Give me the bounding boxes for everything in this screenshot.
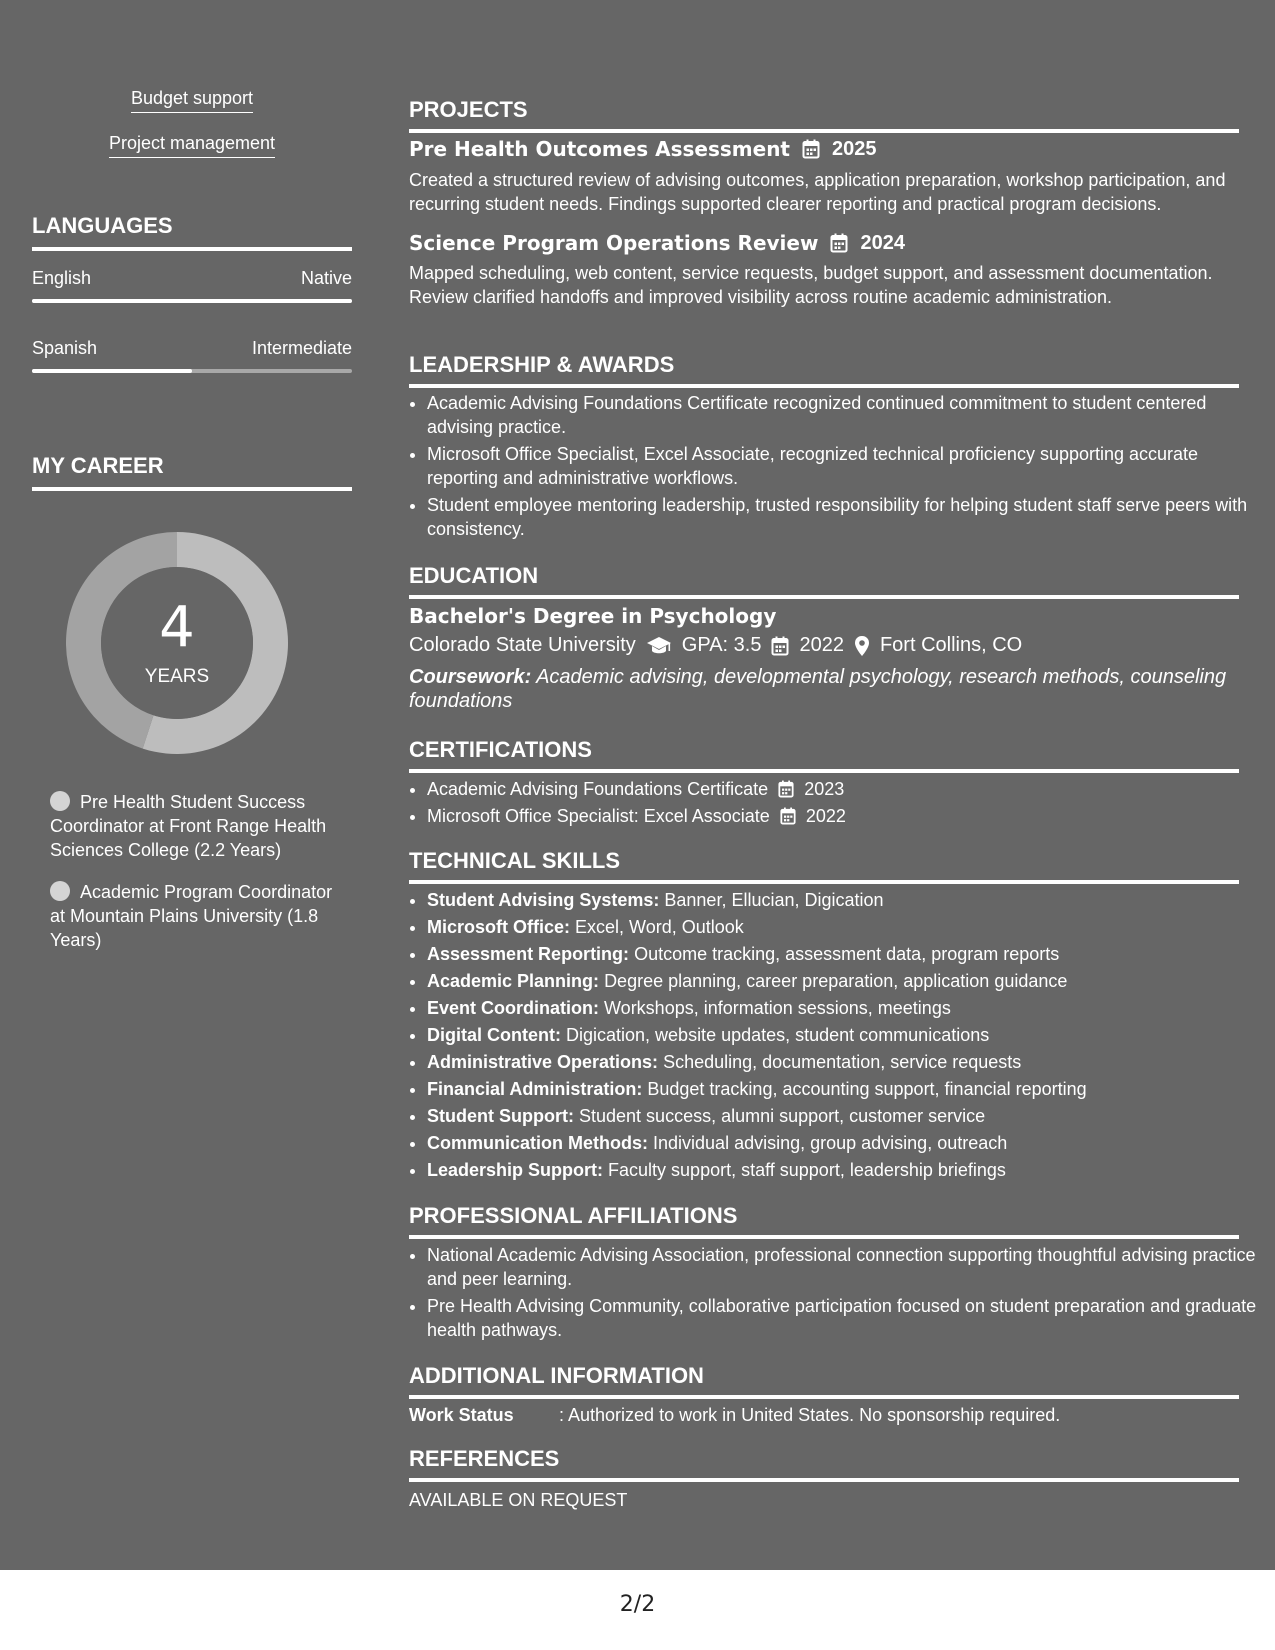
page-number: 2/2 xyxy=(619,1592,656,1617)
skill-tag-label: Budget support xyxy=(131,88,253,113)
work-status-row xyxy=(409,1405,1060,1426)
career-item-text: Pre Health Student Success Coordinator at Front Range Health Sciences College (2.2 Years) xyxy=(50,792,327,860)
project-description: Created a structured review of advising outcomes, application preparation, workshop participation, and recurring student needs. Findings supported clearer reporting and practical program decisions. xyxy=(409,170,1226,214)
skill-label: Student Advising Systems: xyxy=(427,890,660,910)
calendar-icon xyxy=(802,139,820,159)
skill-value: Budget tracking, accounting support, financial reporting xyxy=(647,1079,1087,1099)
technical-skills-list xyxy=(409,888,1257,1185)
certifications-list xyxy=(409,777,1257,831)
cert-name: • Academic Advising Foundations Certificate xyxy=(427,779,769,799)
project-title-row xyxy=(409,137,877,161)
school-location: Fort Collins, CO xyxy=(879,634,1023,656)
skill-value: Scheduling, documentation, service requests xyxy=(663,1052,1022,1072)
list-item: • Microsoft Office Specialist, Excel Associate, recognized technical proficiency supporting accurate reporting and administrative workflows. xyxy=(427,442,1257,490)
language-bar xyxy=(32,369,352,373)
calendar-icon xyxy=(771,636,789,656)
graduation-cap-icon xyxy=(646,636,672,656)
skill-label: Microsoft Office: xyxy=(427,917,571,937)
certifications-heading: CERTIFICATIONS xyxy=(409,737,1239,773)
skill-label: Leadership Support: xyxy=(427,1160,604,1180)
project-title-row xyxy=(409,231,905,255)
degree-title: Bachelor's Degree in Psychology xyxy=(409,604,777,628)
language-row xyxy=(32,338,352,359)
skill-item xyxy=(427,1131,1257,1155)
skill-item xyxy=(427,888,1257,912)
skill-item xyxy=(427,1050,1257,1074)
calendar-icon xyxy=(830,233,848,253)
project-year: 2025 xyxy=(832,137,877,160)
skill-item xyxy=(427,1023,1257,1047)
career-years-label: YEARS xyxy=(144,666,210,687)
project-description: Mapped scheduling, web content, service requests, budget support, and assessment documentation. Review clarified handoffs and improved visibility across routine academic administration. xyxy=(409,263,1213,307)
skill-value: Individual advising, group advising, outreach xyxy=(653,1133,1008,1153)
career-item xyxy=(50,880,340,952)
skill-label: Event Coordination: xyxy=(427,998,599,1018)
language-level: Native xyxy=(300,268,352,288)
skill-value: Degree planning, career preparation, application guidance xyxy=(604,971,1068,991)
skill-value: Student success, alumni support, customer service xyxy=(579,1106,986,1126)
cert-name: • Microsoft Office Specialist: Excel Associate xyxy=(427,806,770,826)
coursework-label: Coursework: xyxy=(409,666,532,688)
leadership-list xyxy=(409,391,1257,544)
references-text: AVAILABLE ON REQUEST xyxy=(409,1490,628,1510)
skill-label: Digital Content: xyxy=(427,1025,561,1045)
graduation-year: 2022 xyxy=(799,634,844,656)
skill-tag xyxy=(32,88,352,109)
career-item-text: Academic Program Coordinator at Mountain Plains University (1.8 Years) xyxy=(50,882,333,950)
skill-label: Financial Administration: xyxy=(427,1079,643,1099)
leadership-heading: LEADERSHIP & AWARDS xyxy=(409,352,1239,388)
project-title: Pre Health Outcomes Assessment xyxy=(409,137,790,161)
career-years-number: 4 xyxy=(159,595,195,660)
legend-dot-icon xyxy=(50,791,70,811)
skill-tag-label: Project management xyxy=(109,133,275,158)
skill-value: Banner, Ellucian, Digication xyxy=(664,890,884,910)
additional-info-heading: ADDITIONAL INFORMATION xyxy=(409,1363,1239,1399)
gpa: GPA: 3.5 xyxy=(681,634,762,656)
list-item: • Pre Health Advising Community, collaborative participation focused on student preparation and graduate health pathways. xyxy=(427,1294,1257,1342)
project-year: 2024 xyxy=(860,231,905,254)
work-status-key: Work Status xyxy=(409,1405,514,1425)
project-title: Science Program Operations Review xyxy=(409,231,819,255)
language-bar-fill xyxy=(32,369,192,373)
skill-item xyxy=(427,1104,1257,1128)
career-heading: MY CAREER xyxy=(32,453,352,491)
school-name: Colorado State University xyxy=(409,634,636,656)
skill-item xyxy=(427,1158,1257,1182)
skill-value: Excel, Word, Outlook xyxy=(575,917,744,937)
skill-item xyxy=(427,1077,1257,1101)
work-status-value: : Authorized to work in United States. No sponsorship required. xyxy=(559,1405,1061,1425)
projects-heading: PROJECTS xyxy=(409,97,1239,133)
skill-item xyxy=(427,915,1257,939)
cert-year: 2023 xyxy=(804,779,845,799)
calendar-icon xyxy=(778,780,794,798)
skill-label: Student Support: xyxy=(427,1106,574,1126)
language-level: Intermediate xyxy=(251,338,352,358)
affiliations-list xyxy=(409,1243,1257,1345)
skill-value: Workshops, information sessions, meetings xyxy=(604,998,951,1018)
career-item xyxy=(50,790,340,862)
languages-heading: LANGUAGES xyxy=(32,213,352,251)
language-name: Spanish xyxy=(32,338,98,358)
coursework-text: Academic advising, developmental psychology, research methods, counseling foundations xyxy=(409,666,1227,712)
skill-item xyxy=(427,969,1257,993)
language-bar-fill xyxy=(32,299,352,303)
affiliations-heading: PROFESSIONAL AFFILIATIONS xyxy=(409,1203,1239,1239)
references-heading: REFERENCES xyxy=(409,1446,1239,1482)
language-bar xyxy=(32,299,352,303)
skill-label: Assessment Reporting: xyxy=(427,944,630,964)
list-item: • National Academic Advising Association, professional connection supporting thoughtful advising practice and peer learning. xyxy=(427,1243,1257,1291)
list-item: • Academic Advising Foundations Certificate recognized continued commitment to student centered advising practice. xyxy=(427,391,1257,439)
education-details xyxy=(409,634,1022,657)
legend-dot-icon xyxy=(50,881,70,901)
location-pin-icon xyxy=(854,635,870,657)
skill-item xyxy=(427,996,1257,1020)
list-item: • Student employee mentoring leadership, trusted responsibility for helping student staff serve peers with consistency. xyxy=(427,493,1257,541)
skill-value: Outcome tracking, assessment data, program reports xyxy=(634,944,1060,964)
coursework xyxy=(409,665,1239,713)
list-item xyxy=(427,777,1257,801)
skill-label: Communication Methods: xyxy=(427,1133,648,1153)
skill-value: Faculty support, staff support, leadership briefings xyxy=(608,1160,1006,1180)
cert-year: 2022 xyxy=(805,806,846,826)
career-list xyxy=(50,790,340,970)
calendar-icon xyxy=(780,807,796,825)
skill-item xyxy=(427,942,1257,966)
education-heading: EDUCATION xyxy=(409,563,1239,599)
technical-skills-heading: TECHNICAL SKILLS xyxy=(409,848,1239,884)
list-item xyxy=(427,804,1257,828)
skill-tag xyxy=(32,133,352,154)
skill-label: Academic Planning: xyxy=(427,971,600,991)
skill-label: Administrative Operations: xyxy=(427,1052,659,1072)
language-name: English xyxy=(32,268,92,288)
language-row xyxy=(32,268,352,289)
skill-value: Digication, website updates, student communications xyxy=(566,1025,990,1045)
